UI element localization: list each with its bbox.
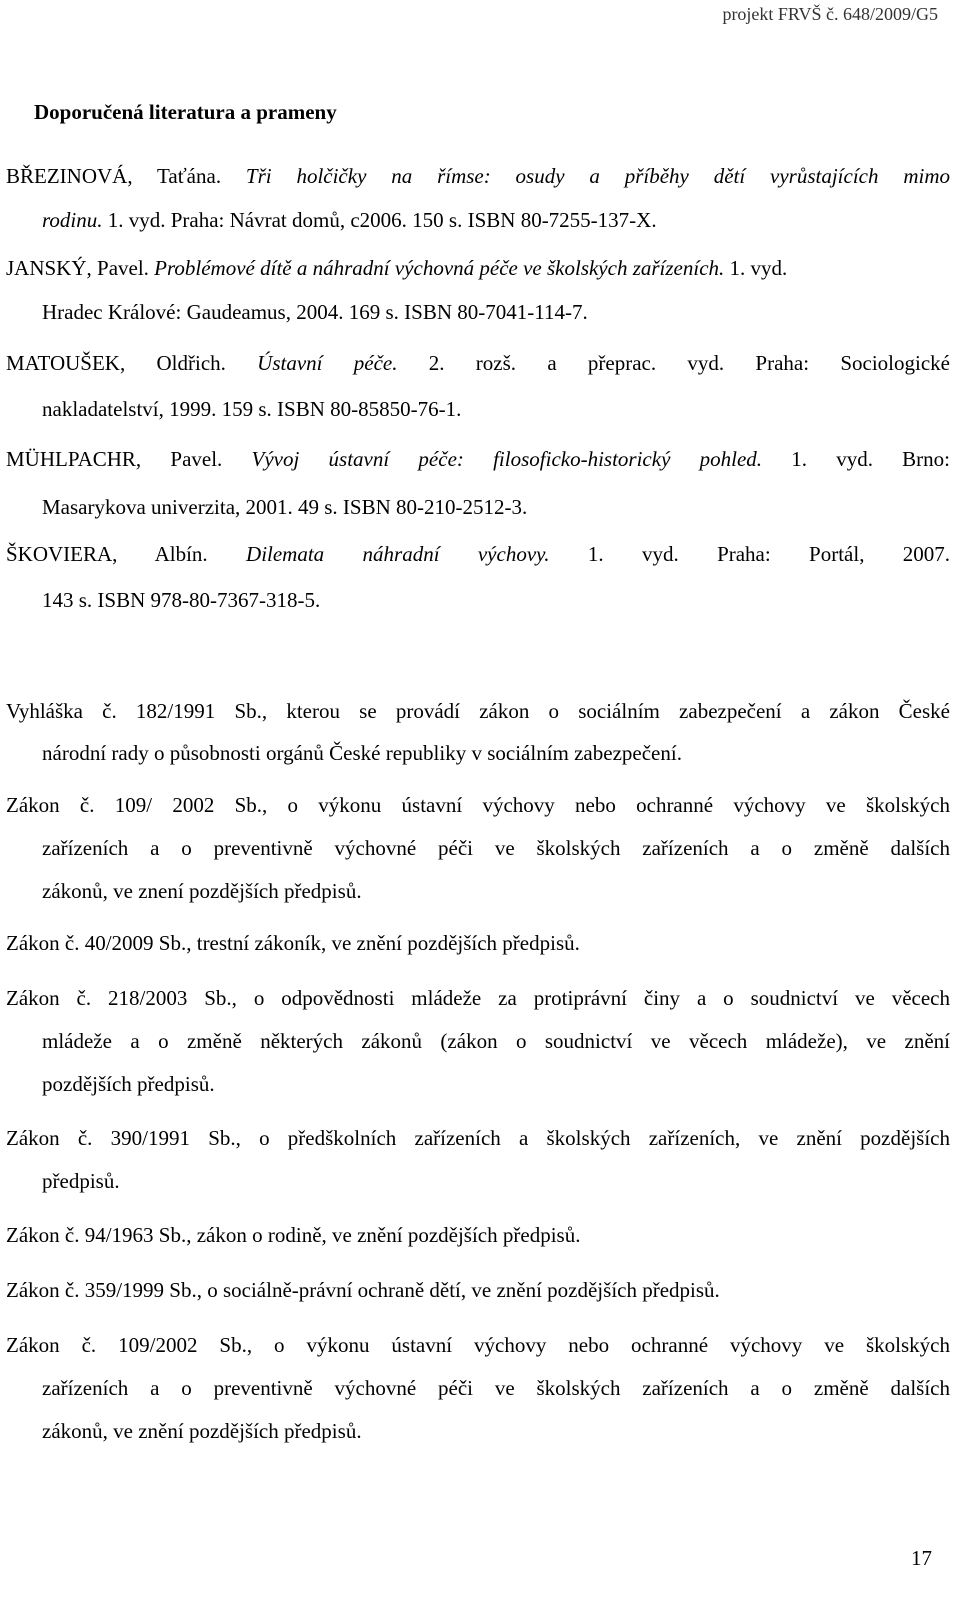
entry-line: Zákon č. 359/1999 Sb., o sociálně-právní ochraně dětí, ve znění pozdějších předpisů. (6, 1278, 720, 1302)
bibliography-entry (6, 246, 950, 334)
entry-line: předpisů. (42, 1169, 120, 1193)
entry-line: Zákon č. 94/1963 Sb., zákon o rodině, ve znění pozdějších předpisů. (6, 1223, 581, 1247)
entry-line: mládeže a o změně některých zákonů (zákon o soudnictví ve věcech mládeže), ve znění (42, 1029, 950, 1053)
entry-line: nakladatelství, 1999. 159 s. ISBN 80-85850-76-1. (42, 397, 462, 421)
entry-line: zákonů, ve znění pozdějších předpisů. (42, 1419, 362, 1443)
bibliography-entry (6, 154, 950, 242)
entry-line: ŠKOVIERA, Albín. Dilemata náhradní výchovy. 1. vyd. Praha: Portál, 2007. (6, 542, 951, 566)
entry-line: rodinu. 1. vyd. Praha: Návrat domů, c2006. 150 s. ISBN 80-7255-137-X. (42, 208, 657, 232)
entry-line: Zákon č. 109/2002 Sb., o výkonu ústavní výchovy nebo ochranné výchovy ve školských (6, 1333, 950, 1357)
bibliography-entry (6, 531, 950, 623)
entry-line: zákonů, ve znení pozdějších předpisů. (42, 879, 362, 903)
entry-line: MÜHLPACHR, Pavel. Vývoj ústavní péče: filosoficko-historický pohled. 1. vyd. Brno: (6, 447, 950, 471)
entry-line: Masarykova univerzita, 2001. 49 s. ISBN 80-210-2512-3. (42, 495, 528, 519)
entry-line: MATOUŠEK, Oldřich. Ústavní péče. 2. rozš. a přeprac. vyd. Praha: Sociologické (6, 351, 950, 375)
entry-line: Hradec Králové: Gaudeamus, 2004. 169 s. ISBN 80-7041-114-7. (42, 300, 588, 324)
page-number: 17 (911, 1546, 932, 1570)
entry-line: zařízeních a o preventivně výchovné péči ve školských zařízeních a o změně dalších (42, 836, 950, 860)
entry-line: pozdějších předpisů. (42, 1072, 215, 1096)
legislation-entry (6, 1117, 950, 1203)
legislation-entry (6, 1214, 950, 1257)
legislation-entry (6, 1269, 950, 1312)
bibliography-entry (6, 435, 950, 531)
entry-line: zařízeních a o preventivně výchovné péči ve školských zařízeních a o změně dalších (42, 1376, 950, 1400)
bibliography-entry (6, 340, 950, 432)
legislation-entry (6, 1324, 950, 1453)
entry-line: JANSKÝ, Pavel. Problémové dítě a náhradní výchovná péče ve školských zařízeních. 1. vyd. (6, 256, 788, 280)
legislation-entry (6, 922, 950, 965)
entry-line: národní rady o působnosti orgánů České republiky v sociálním zabezpečení. (42, 741, 682, 765)
entry-line: BŘEZINOVÁ, Taťána. Tři holčičky na římse: osudy a příběhy dětí vyrůstajících mimo (6, 164, 950, 188)
legislation-entry (6, 977, 950, 1106)
entry-line: Zákon č. 390/1991 Sb., o předškolních zařízeních a školských zařízeních, ve znění pozdějších (6, 1126, 950, 1150)
entry-line: Zákon č. 218/2003 Sb., o odpovědnosti mládeže za protiprávní činy a o soudnictví ve věcech (6, 986, 950, 1010)
section-heading: Doporučená literatura a prameny (34, 100, 337, 124)
legislation-entry (6, 690, 950, 774)
entry-line: 143 s. ISBN 978-80-7367-318-5. (42, 588, 321, 612)
entry-line: Zákon č. 109/ 2002 Sb., o výkonu ústavní výchovy nebo ochranné výchovy ve školských (6, 793, 950, 817)
entry-line: Vyhláška č. 182/1991 Sb., kterou se provádí zákon o sociálním zabezpečení a zákon České (6, 699, 950, 723)
page-header: projekt FRVŠ č. 648/2009/G5 (722, 4, 938, 24)
entry-line: Zákon č. 40/2009 Sb., trestní zákoník, ve znění pozdějších předpisů. (6, 931, 580, 955)
legislation-entry (6, 784, 950, 913)
